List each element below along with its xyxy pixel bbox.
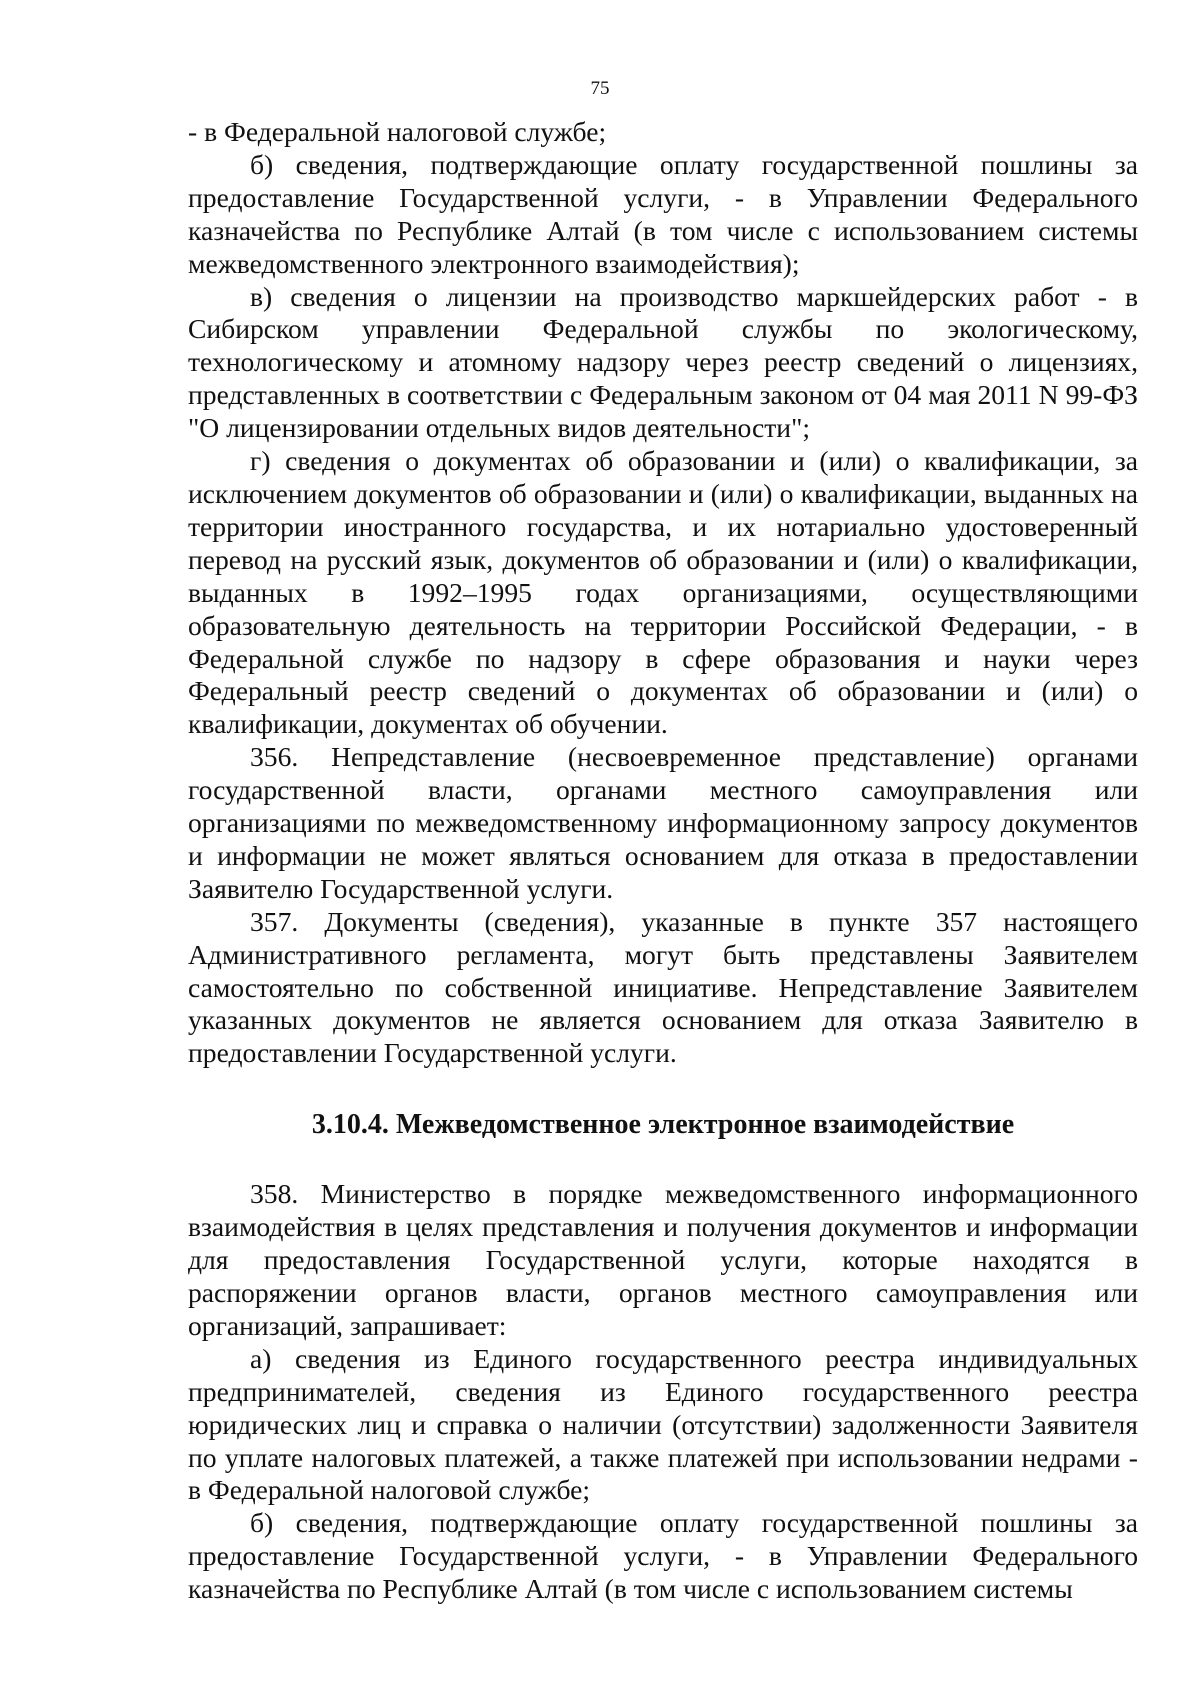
paragraph-b-state-fee: б) сведения, подтверждающие оплату государственной пошлины за предоставление Государственной услуги, - в Управлении Федерального казначейства по Республике Алтай (в том числе с использованием системы межведомственного электронного взаимодействия); bbox=[188, 148, 1138, 279]
paragraph-g-education: г) сведения о документах об образовании и (или) о квалификации, за исключением документов об образовании и (или) о квалификации, выданных на территории иностранного государства, и их нотариально удостоверенный перевод на русский язык, документов об образовании и (или) о квалификации, выданных в 1992–1995 годах организациями, осуществляющими образовательную деятельность на территории Российской Федерации, - в Федеральной службе по надзору в сфере образования и науки через Федеральный реестр сведений о документах об образовании и (или) о квалификации, документах об обучении. bbox=[188, 445, 1138, 740]
section-heading: 3.10.4. Межведомственное электронное взаимодействие bbox=[311, 1109, 1015, 1141]
paragraph-357: 357. Документы (сведения), указанные в пункте 357 настоящего Административного регламента, могут быть представлены Заявителем самостоятельно по собственной инициативе. Непредставление Заявителем указанных документов не является основанием для отказа Заявителю в предоставлении Государственной услуги. bbox=[188, 905, 1138, 1069]
paragraph-b-state-fee-continued: б) сведения, подтверждающие оплату государственной пошлины за предоставление Государственной услуги, - в Управлении Федерального казначейства по Республике Алтай (в том числе с использованием системы bbox=[188, 1507, 1138, 1605]
document-body bbox=[188, 116, 1138, 1606]
paragraph-a-registries: а) сведения из Единого государственного реестра индивидуальных предпринимателей, сведения из Единого государственного реестра юридических лиц и справка о наличии (отсутствии) задолженности Заявителя по уплате налоговых платежей, а также платежей при использовании недрами - в Федеральной налоговой службе; bbox=[188, 1342, 1138, 1506]
paragraph-358: 358. Министерство в порядке межведомственного информационного взаимодействия в целях представления и получения документов и информации для предоставления Государственной услуги, которые находятся в распоряжении органов власти, органов местного самоуправления или организаций, запрашивает: bbox=[188, 1178, 1138, 1341]
page-number: 75 bbox=[590, 78, 610, 99]
paragraph-356: 356. Непредставление (несвоевременное представление) органами государственной власти, органами местного самоуправления или организациями по межведомственному информационному запросу документов и информации не может являться основанием для отказа в предоставлении Заявителю Государственной услуги. bbox=[188, 741, 1138, 904]
paragraph-v-license: в) сведения о лицензии на производство маркшейдерских работ - в Сибирском управлении Федеральной службы по экологическому, технологическому и атомному надзору через реестр сведений о лицензиях, представленных в соответствии с Федеральным законом от 04 мая 2011 N 99-ФЗ "О лицензировании отдельных видов деятельности"; bbox=[188, 280, 1138, 444]
paragraph-tax-service: - в Федеральной налоговой службе; bbox=[188, 116, 607, 147]
